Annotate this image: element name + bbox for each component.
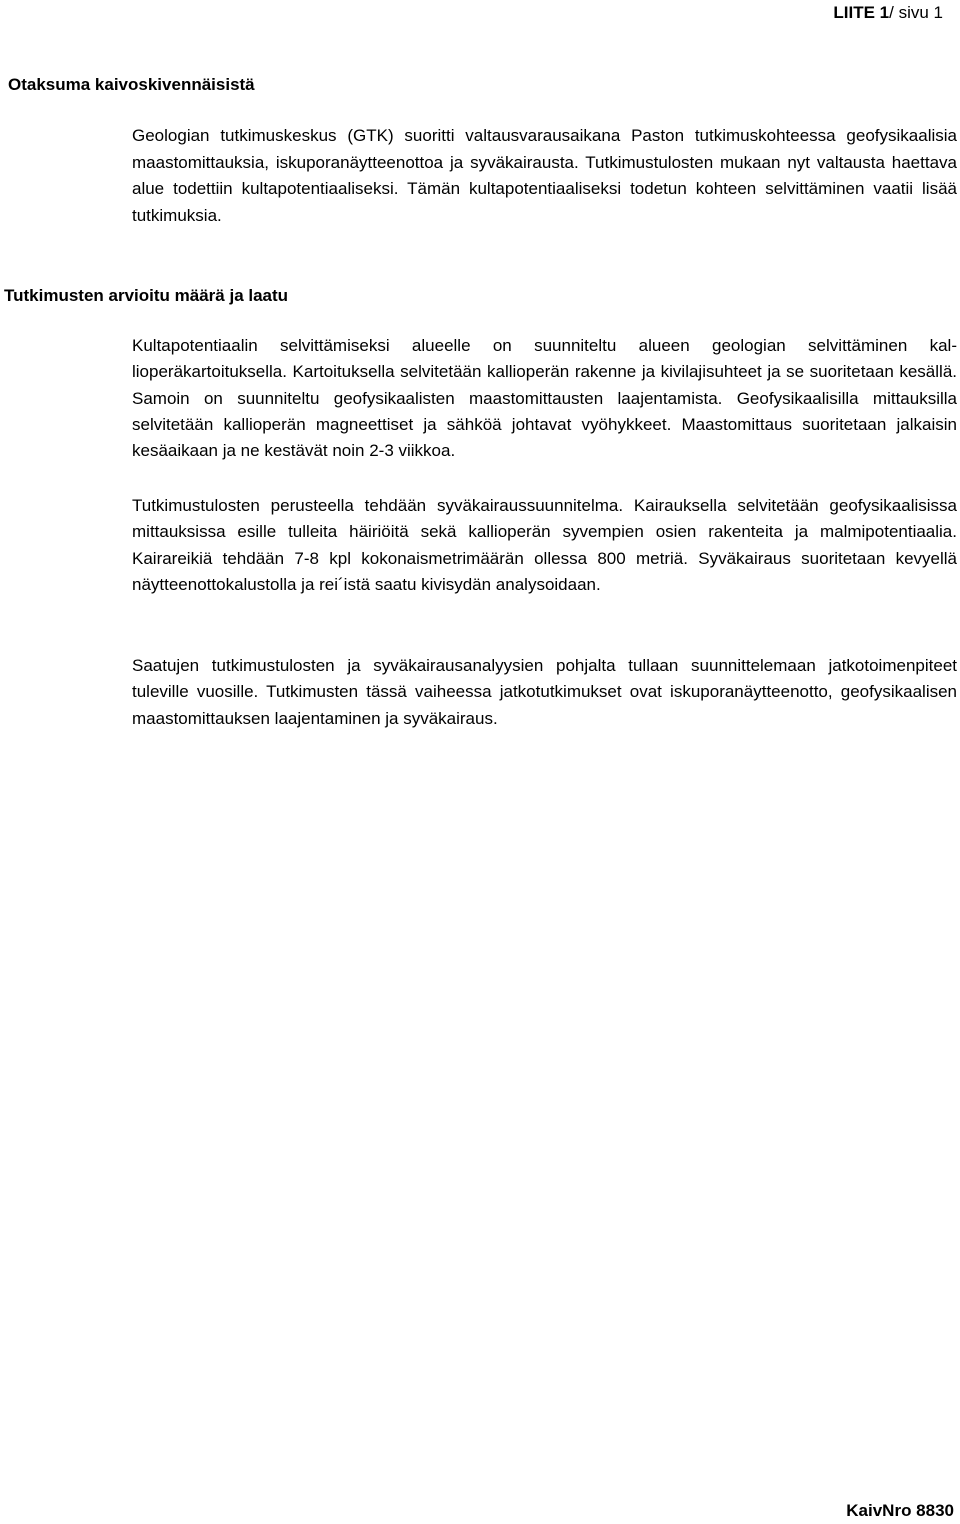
section-paragraph: [132, 493, 957, 598]
section-title-research-scope: Tutkimusten arvioitu määrä ja laatu: [4, 286, 289, 305]
paragraph-text: Kultapotentiaalin selvittämiseksi alueelle on suunniteltu alueen geologian selvittäminen kallioperäkartoituksella. Kartoituksella selvitetään kallioperän rakenne ja kivilajisuhteet ja se suoritetaan kesällä. Samoin on suunniteltu geofysikaalisten maastomittausten laajentamista. Geofysikaalisilla mittauksilla selvitetään kallioperän magneettiset ja sähköä johtavat vyöhykkeet. Maastomittaus suoritetaan jalkaisin kesäaikaan ja ne kestävät noin 2-3 viikkoa.: [132, 336, 957, 461]
page-header: [833, 2, 943, 24]
page-label: / sivu 1: [889, 3, 943, 22]
paragraph-text: Tutkimustulosten perusteella tehdään syväkairaussuunnitelma. Kairauksella selvitetään geofysikaalisissa mittauksissa esille tulleita häiriöitä sekä kallioperän syvempien osien rakenteita ja malmipotentiaalia. Kairareikiä tehdään 7-8 kpl kokonaismetrimäärän ollessa 800 metriä. Syväkairaus suoritetaan kevyellä näytteenottokalustolla ja rei´istä saatu kivisydän analysoidaan.: [132, 496, 957, 594]
footer-reference: KaivNro 8830: [846, 1501, 954, 1520]
appendix-label: LIITE 1: [833, 3, 890, 22]
paragraph-text: Geologian tutkimuskeskus (GTK) suoritti valtausvarausaikana Paston tutkimuskohteessa geofysikaalisia maastomittauksia, iskuporanäytteenottoa ja syväkairausta. Tutkimustulosten mukaan nyt valtausta haettava alue todettiin kultapotentiaaliseksi. Tämän kultapotentiaaliseksi todetun kohteen selvittäminen vaatii lisää tutkimuksia.: [132, 126, 957, 225]
section-title-ore-minerals: Otaksuma kaivoskivennäisistä: [8, 75, 255, 94]
section-paragraph: [132, 653, 957, 732]
section-paragraph: [132, 333, 957, 464]
section-paragraph: [132, 123, 957, 229]
paragraph-text: Saatujen tutkimustulosten ja syväkairausanalyysien pohjalta tullaan suunnittelemaan jatkotoimenpiteet tuleville vuosille. Tutkimusten tässä vaiheessa jatkotutkimukset ovat iskuporanäytteenotto, geofysikaalisen maastomittauksen laajentaminen ja syväkairaus.: [132, 656, 957, 728]
